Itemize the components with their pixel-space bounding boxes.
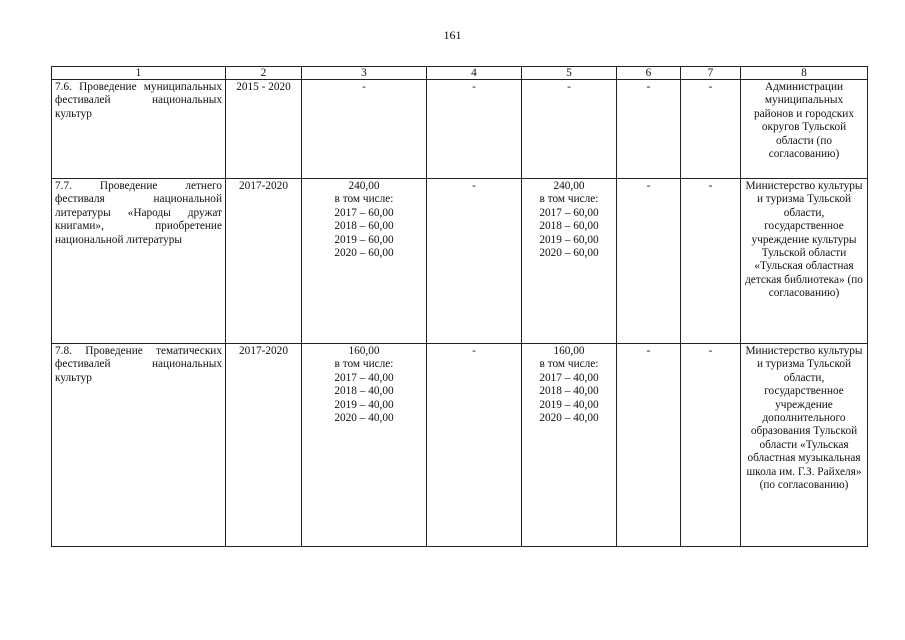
col-header-7: 7 [681, 67, 741, 80]
funding-line: 2018 – 40,00 [539, 385, 599, 398]
col6-value: - [617, 80, 681, 179]
period: 2017-2020 [226, 344, 302, 547]
funding-line: 2019 – 60,00 [539, 233, 599, 246]
funding-line: 160,00 [348, 345, 380, 357]
funding-line: 2018 – 60,00 [539, 220, 599, 233]
funding-line: 2017 – 40,00 [539, 371, 599, 384]
responsible: Министерство культуры и туризма Тульской области, государственное учреждение культуры Тульской области «Тульская областная детская библиотека» (по согласованию) [741, 179, 868, 344]
table-row [52, 179, 868, 344]
col7-value: - [681, 344, 741, 547]
col-header-3: 3 [302, 67, 427, 80]
funding-line: 2018 – 40,00 [334, 385, 394, 398]
table-row [52, 344, 868, 547]
activity-name: 7.8. Проведение тематических фестивалей национальных культур [52, 344, 226, 547]
period: 2015 - 2020 [226, 80, 302, 179]
funding-line: в том числе: [334, 358, 394, 371]
table-row [52, 80, 868, 179]
activity-name: 7.6. Проведение муниципальных фестивалей национальных культур [52, 80, 226, 179]
regional-funding [522, 344, 617, 547]
program-table [51, 66, 868, 547]
funding-line: 2017 – 60,00 [539, 206, 599, 219]
col-header-5: 5 [522, 67, 617, 80]
funding-line: в том числе: [539, 193, 599, 206]
col7-value: - [681, 80, 741, 179]
funding-line: 2020 – 60,00 [539, 247, 599, 260]
funding-line: 2019 – 40,00 [539, 398, 599, 411]
funding-line: 240,00 [348, 180, 380, 192]
col7-value: - [681, 179, 741, 344]
col-header-2: 2 [226, 67, 302, 80]
funding-line: 2020 – 40,00 [539, 412, 599, 425]
funding-line: в том числе: [539, 358, 599, 371]
col4-value: - [427, 179, 522, 344]
funding-line: 240,00 [553, 180, 585, 192]
funding-line: 2018 – 60,00 [334, 220, 394, 233]
col6-value: - [617, 179, 681, 344]
funding-line: 2020 – 60,00 [334, 247, 394, 260]
funding-line: 2020 – 40,00 [334, 412, 394, 425]
funding-line: - [567, 81, 571, 93]
funding-line: в том числе: [334, 193, 394, 206]
total-funding [302, 80, 427, 179]
col6-value: - [617, 344, 681, 547]
col4-value: - [427, 80, 522, 179]
activity-name: 7.7. Проведение летнего фестиваля национальной литературы «Народы дружат книгами», приобретение национальной литературы [52, 179, 226, 344]
period: 2017-2020 [226, 179, 302, 344]
funding-line: 2019 – 40,00 [334, 398, 394, 411]
total-funding [302, 179, 427, 344]
col-header-1: 1 [52, 67, 226, 80]
responsible: Администрации муниципальных районов и городских округов Тульской области (по согласованию) [741, 80, 868, 179]
regional-funding [522, 80, 617, 179]
funding-line: 2017 – 60,00 [334, 206, 394, 219]
col-header-8: 8 [741, 67, 868, 80]
regional-funding [522, 179, 617, 344]
funding-line: 2017 – 40,00 [334, 371, 394, 384]
funding-line: - [362, 81, 366, 93]
col-header-6: 6 [617, 67, 681, 80]
col4-value: - [427, 344, 522, 547]
page-number: 161 [443, 28, 462, 42]
total-funding [302, 344, 427, 547]
funding-line: 160,00 [553, 345, 585, 357]
header-row [52, 67, 868, 80]
col-header-4: 4 [427, 67, 522, 80]
responsible: Министерство культуры и туризма Тульской области, государственное учреждение дополнительного образования Тульской области «Тульская областная музыкальная школа им. Г.З. Райхеля» (по согласованию) [741, 344, 868, 547]
funding-line: 2019 – 60,00 [334, 233, 394, 246]
